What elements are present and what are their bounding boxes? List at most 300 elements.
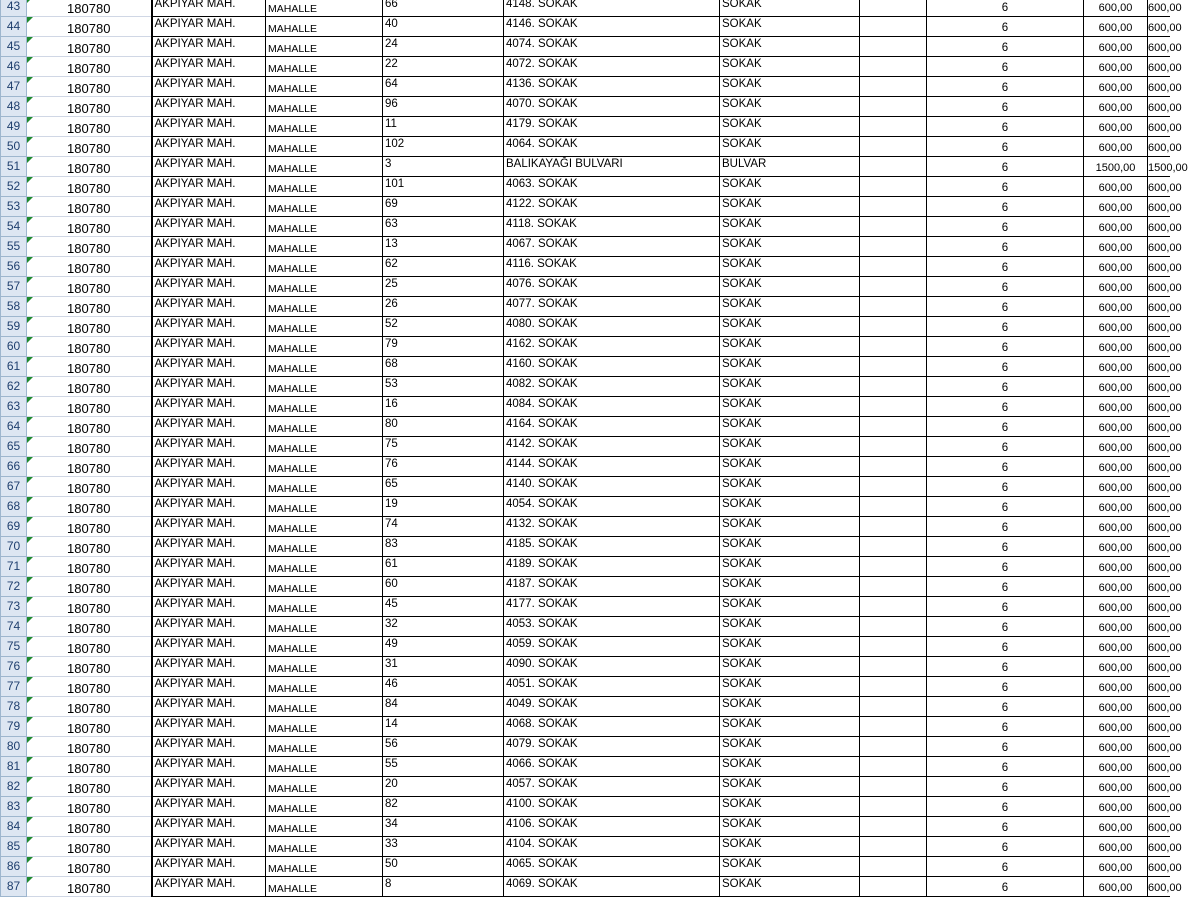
cell-code[interactable] bbox=[27, 737, 152, 757]
cell-value2[interactable]: 600,00 bbox=[1148, 417, 1170, 437]
cell-type[interactable]: MAHALLE bbox=[266, 477, 383, 497]
cell-no[interactable]: 24 bbox=[383, 37, 504, 57]
cell-code[interactable] bbox=[27, 297, 152, 317]
cell-count[interactable]: 6 bbox=[927, 457, 1084, 477]
cell-mahalle-name[interactable]: AKPIYAR MAH. bbox=[152, 737, 266, 757]
cell-extra[interactable] bbox=[860, 577, 927, 597]
cell-mahalle-name[interactable]: AKPIYAR MAH. bbox=[152, 357, 266, 377]
cell-street[interactable]: 4053. SOKAK bbox=[504, 617, 720, 637]
cell-type[interactable]: MAHALLE bbox=[266, 117, 383, 137]
cell-value1[interactable]: 600,00 bbox=[1084, 657, 1148, 677]
cell-mahalle-name[interactable]: AKPIYAR MAH. bbox=[152, 317, 266, 337]
cell-no[interactable]: 102 bbox=[383, 137, 504, 157]
cell-value1[interactable]: 600,00 bbox=[1084, 337, 1148, 357]
row-header[interactable]: 69 bbox=[1, 517, 27, 537]
cell-street-type[interactable]: SOKAK bbox=[720, 857, 860, 877]
cell-count[interactable]: 6 bbox=[927, 677, 1084, 697]
cell-street[interactable]: 4118. SOKAK bbox=[504, 217, 720, 237]
cell-extra[interactable] bbox=[860, 757, 927, 777]
cell-extra[interactable] bbox=[860, 397, 927, 417]
cell-value2[interactable]: 600,00 bbox=[1148, 77, 1170, 97]
cell-value1[interactable]: 600,00 bbox=[1084, 277, 1148, 297]
cell-mahalle-name[interactable]: AKPIYAR MAH. bbox=[152, 877, 266, 897]
cell-extra[interactable] bbox=[860, 57, 927, 77]
cell-no[interactable]: 61 bbox=[383, 557, 504, 577]
row-header[interactable]: 71 bbox=[1, 557, 27, 577]
cell-street[interactable]: 4054. SOKAK bbox=[504, 497, 720, 517]
cell-mahalle-name[interactable]: AKPIYAR MAH. bbox=[152, 617, 266, 637]
cell-count[interactable]: 6 bbox=[927, 697, 1084, 717]
cell-count[interactable]: 6 bbox=[927, 17, 1084, 37]
cell-code[interactable] bbox=[27, 97, 152, 117]
cell-type[interactable]: MAHALLE bbox=[266, 0, 383, 17]
cell-street-type[interactable]: SOKAK bbox=[720, 0, 860, 17]
cell-type[interactable]: MAHALLE bbox=[266, 217, 383, 237]
cell-value1[interactable]: 600,00 bbox=[1084, 737, 1148, 757]
cell-street-type[interactable]: SOKAK bbox=[720, 797, 860, 817]
cell-street[interactable]: 4162. SOKAK bbox=[504, 337, 720, 357]
row-header[interactable]: 75 bbox=[1, 637, 27, 657]
cell-no[interactable]: 49 bbox=[383, 637, 504, 657]
cell-no[interactable]: 32 bbox=[383, 617, 504, 637]
cell-no[interactable]: 16 bbox=[383, 397, 504, 417]
row-header[interactable]: 46 bbox=[1, 57, 27, 77]
cell-value1[interactable]: 600,00 bbox=[1084, 637, 1148, 657]
cell-value1[interactable]: 600,00 bbox=[1084, 437, 1148, 457]
row-header[interactable]: 58 bbox=[1, 297, 27, 317]
cell-code[interactable] bbox=[27, 837, 152, 857]
cell-code[interactable] bbox=[27, 637, 152, 657]
cell-extra[interactable] bbox=[860, 837, 927, 857]
cell-street[interactable]: 4069. SOKAK bbox=[504, 877, 720, 897]
cell-count[interactable]: 6 bbox=[927, 417, 1084, 437]
cell-street[interactable]: 4148. SOKAK bbox=[504, 0, 720, 17]
cell-mahalle-name[interactable]: AKPIYAR MAH. bbox=[152, 157, 266, 177]
cell-code[interactable] bbox=[27, 457, 152, 477]
cell-extra[interactable] bbox=[860, 637, 927, 657]
row-header[interactable]: 49 bbox=[1, 117, 27, 137]
cell-value1[interactable]: 600,00 bbox=[1084, 597, 1148, 617]
cell-no[interactable]: 74 bbox=[383, 517, 504, 537]
cell-street-type[interactable]: SOKAK bbox=[720, 357, 860, 377]
cell-extra[interactable] bbox=[860, 537, 927, 557]
cell-value1[interactable]: 600,00 bbox=[1084, 497, 1148, 517]
cell-value1[interactable]: 600,00 bbox=[1084, 357, 1148, 377]
cell-extra[interactable] bbox=[860, 237, 927, 257]
cell-type[interactable]: MAHALLE bbox=[266, 17, 383, 37]
cell-no[interactable]: 20 bbox=[383, 777, 504, 797]
cell-extra[interactable] bbox=[860, 257, 927, 277]
cell-count[interactable]: 6 bbox=[927, 377, 1084, 397]
cell-no[interactable]: 83 bbox=[383, 537, 504, 557]
cell-code[interactable] bbox=[27, 817, 152, 837]
cell-no[interactable]: 8 bbox=[383, 877, 504, 897]
cell-mahalle-name[interactable]: AKPIYAR MAH. bbox=[152, 537, 266, 557]
cell-street-type[interactable]: SOKAK bbox=[720, 597, 860, 617]
cell-count[interactable]: 6 bbox=[927, 77, 1084, 97]
row-header[interactable]: 82 bbox=[1, 777, 27, 797]
cell-value2[interactable]: 600,00 bbox=[1148, 317, 1170, 337]
cell-value2[interactable]: 600,00 bbox=[1148, 37, 1170, 57]
cell-type[interactable]: MAHALLE bbox=[266, 337, 383, 357]
cell-code[interactable] bbox=[27, 617, 152, 637]
cell-type[interactable]: MAHALLE bbox=[266, 457, 383, 477]
cell-code[interactable] bbox=[27, 757, 152, 777]
cell-count[interactable]: 6 bbox=[927, 97, 1084, 117]
cell-code[interactable] bbox=[27, 257, 152, 277]
row-header[interactable]: 65 bbox=[1, 437, 27, 457]
cell-mahalle-name[interactable]: AKPIYAR MAH. bbox=[152, 57, 266, 77]
cell-type[interactable]: MAHALLE bbox=[266, 237, 383, 257]
cell-mahalle-name[interactable]: AKPIYAR MAH. bbox=[152, 37, 266, 57]
row-header[interactable]: 54 bbox=[1, 217, 27, 237]
cell-mahalle-name[interactable]: AKPIYAR MAH. bbox=[152, 377, 266, 397]
cell-extra[interactable] bbox=[860, 417, 927, 437]
cell-street-type[interactable]: SOKAK bbox=[720, 217, 860, 237]
cell-code[interactable] bbox=[27, 377, 152, 397]
cell-mahalle-name[interactable]: AKPIYAR MAH. bbox=[152, 137, 266, 157]
cell-count[interactable]: 6 bbox=[927, 577, 1084, 597]
cell-street[interactable]: 4077. SOKAK bbox=[504, 297, 720, 317]
cell-extra[interactable] bbox=[860, 437, 927, 457]
cell-mahalle-name[interactable]: AKPIYAR MAH. bbox=[152, 197, 266, 217]
cell-street[interactable]: 4146. SOKAK bbox=[504, 17, 720, 37]
cell-no[interactable]: 40 bbox=[383, 17, 504, 37]
cell-mahalle-name[interactable]: AKPIYAR MAH. bbox=[152, 857, 266, 877]
cell-mahalle-name[interactable]: AKPIYAR MAH. bbox=[152, 717, 266, 737]
cell-code[interactable] bbox=[27, 437, 152, 457]
cell-count[interactable]: 6 bbox=[927, 877, 1084, 897]
cell-code[interactable] bbox=[27, 577, 152, 597]
cell-no[interactable]: 82 bbox=[383, 797, 504, 817]
cell-no[interactable]: 25 bbox=[383, 277, 504, 297]
cell-value1[interactable]: 600,00 bbox=[1084, 97, 1148, 117]
cell-extra[interactable] bbox=[860, 597, 927, 617]
cell-street-type[interactable]: SOKAK bbox=[720, 557, 860, 577]
row-header[interactable]: 44 bbox=[1, 17, 27, 37]
cell-street-type[interactable]: SOKAK bbox=[720, 137, 860, 157]
cell-value2[interactable]: 600,00 bbox=[1148, 357, 1170, 377]
cell-value2[interactable]: 600,00 bbox=[1148, 557, 1170, 577]
cell-no[interactable]: 53 bbox=[383, 377, 504, 397]
cell-mahalle-name[interactable]: AKPIYAR MAH. bbox=[152, 397, 266, 417]
cell-count[interactable]: 6 bbox=[927, 57, 1084, 77]
cell-street[interactable]: 4074. SOKAK bbox=[504, 37, 720, 57]
cell-street[interactable]: 4132. SOKAK bbox=[504, 517, 720, 537]
row-header[interactable]: 74 bbox=[1, 617, 27, 637]
cell-type[interactable]: MAHALLE bbox=[266, 37, 383, 57]
row-header[interactable]: 79 bbox=[1, 717, 27, 737]
cell-count[interactable]: 6 bbox=[927, 437, 1084, 457]
cell-no[interactable]: 19 bbox=[383, 497, 504, 517]
cell-street-type[interactable]: SOKAK bbox=[720, 117, 860, 137]
cell-value1[interactable]: 600,00 bbox=[1084, 297, 1148, 317]
cell-extra[interactable] bbox=[860, 0, 927, 17]
cell-type[interactable]: MAHALLE bbox=[266, 677, 383, 697]
cell-street[interactable]: 4057. SOKAK bbox=[504, 777, 720, 797]
cell-count[interactable]: 6 bbox=[927, 157, 1084, 177]
row-header[interactable]: 63 bbox=[1, 397, 27, 417]
cell-code[interactable] bbox=[27, 157, 152, 177]
cell-code[interactable] bbox=[27, 217, 152, 237]
cell-mahalle-name[interactable]: AKPIYAR MAH. bbox=[152, 257, 266, 277]
cell-value1[interactable]: 600,00 bbox=[1084, 477, 1148, 497]
cell-count[interactable]: 6 bbox=[927, 837, 1084, 857]
cell-street[interactable]: 4070. SOKAK bbox=[504, 97, 720, 117]
row-header[interactable]: 61 bbox=[1, 357, 27, 377]
cell-count[interactable]: 6 bbox=[927, 717, 1084, 737]
cell-street[interactable]: 4079. SOKAK bbox=[504, 737, 720, 757]
cell-extra[interactable] bbox=[860, 717, 927, 737]
row-header[interactable]: 48 bbox=[1, 97, 27, 117]
cell-extra[interactable] bbox=[860, 37, 927, 57]
cell-street-type[interactable]: SOKAK bbox=[720, 577, 860, 597]
cell-no[interactable]: 46 bbox=[383, 677, 504, 697]
cell-street[interactable]: 4122. SOKAK bbox=[504, 197, 720, 217]
cell-street-type[interactable]: SOKAK bbox=[720, 757, 860, 777]
cell-street-type[interactable]: SOKAK bbox=[720, 297, 860, 317]
cell-type[interactable]: MAHALLE bbox=[266, 877, 383, 897]
cell-type[interactable]: MAHALLE bbox=[266, 657, 383, 677]
row-header[interactable]: 84 bbox=[1, 817, 27, 837]
row-header[interactable]: 57 bbox=[1, 277, 27, 297]
cell-street[interactable]: 4144. SOKAK bbox=[504, 457, 720, 477]
cell-count[interactable]: 6 bbox=[927, 397, 1084, 417]
cell-count[interactable]: 6 bbox=[927, 617, 1084, 637]
cell-street[interactable]: 4090. SOKAK bbox=[504, 657, 720, 677]
cell-code[interactable] bbox=[27, 677, 152, 697]
cell-street-type[interactable]: SOKAK bbox=[720, 277, 860, 297]
cell-street-type[interactable]: SOKAK bbox=[720, 457, 860, 477]
cell-extra[interactable] bbox=[860, 697, 927, 717]
cell-mahalle-name[interactable]: AKPIYAR MAH. bbox=[152, 477, 266, 497]
cell-code[interactable] bbox=[27, 797, 152, 817]
cell-value2[interactable]: 600,00 bbox=[1148, 797, 1170, 817]
cell-street[interactable]: 4063. SOKAK bbox=[504, 177, 720, 197]
cell-count[interactable]: 6 bbox=[927, 557, 1084, 577]
cell-no[interactable]: 62 bbox=[383, 257, 504, 277]
cell-type[interactable]: MAHALLE bbox=[266, 317, 383, 337]
cell-extra[interactable] bbox=[860, 337, 927, 357]
cell-extra[interactable] bbox=[860, 517, 927, 537]
cell-street-type[interactable]: SOKAK bbox=[720, 417, 860, 437]
cell-value1[interactable]: 600,00 bbox=[1084, 397, 1148, 417]
cell-no[interactable]: 84 bbox=[383, 697, 504, 717]
cell-value2[interactable]: 600,00 bbox=[1148, 777, 1170, 797]
cell-mahalle-name[interactable]: AKPIYAR MAH. bbox=[152, 837, 266, 857]
cell-type[interactable]: MAHALLE bbox=[266, 77, 383, 97]
cell-count[interactable]: 6 bbox=[927, 257, 1084, 277]
cell-mahalle-name[interactable]: AKPIYAR MAH. bbox=[152, 697, 266, 717]
cell-extra[interactable] bbox=[860, 157, 927, 177]
cell-code[interactable] bbox=[27, 717, 152, 737]
cell-type[interactable]: MAHALLE bbox=[266, 637, 383, 657]
cell-code[interactable] bbox=[27, 697, 152, 717]
row-header[interactable]: 60 bbox=[1, 337, 27, 357]
cell-no[interactable]: 96 bbox=[383, 97, 504, 117]
row-header[interactable]: 87 bbox=[1, 877, 27, 897]
cell-value1[interactable]: 600,00 bbox=[1084, 17, 1148, 37]
cell-street[interactable]: 4106. SOKAK bbox=[504, 817, 720, 837]
row-header[interactable]: 47 bbox=[1, 77, 27, 97]
cell-code[interactable] bbox=[27, 197, 152, 217]
cell-street[interactable]: 4076. SOKAK bbox=[504, 277, 720, 297]
cell-type[interactable]: MAHALLE bbox=[266, 757, 383, 777]
cell-type[interactable]: MAHALLE bbox=[266, 577, 383, 597]
cell-value1[interactable]: 600,00 bbox=[1084, 717, 1148, 737]
cell-street[interactable]: 4059. SOKAK bbox=[504, 637, 720, 657]
row-header[interactable]: 50 bbox=[1, 137, 27, 157]
cell-street-type[interactable]: BULVAR bbox=[720, 157, 860, 177]
cell-no[interactable]: 45 bbox=[383, 597, 504, 617]
cell-no[interactable]: 11 bbox=[383, 117, 504, 137]
cell-code[interactable] bbox=[27, 337, 152, 357]
cell-mahalle-name[interactable]: AKPIYAR MAH. bbox=[152, 657, 266, 677]
cell-value2[interactable]: 600,00 bbox=[1148, 577, 1170, 597]
cell-type[interactable]: MAHALLE bbox=[266, 857, 383, 877]
cell-street[interactable]: 4082. SOKAK bbox=[504, 377, 720, 397]
cell-extra[interactable] bbox=[860, 777, 927, 797]
cell-mahalle-name[interactable]: AKPIYAR MAH. bbox=[152, 177, 266, 197]
cell-no[interactable]: 52 bbox=[383, 317, 504, 337]
cell-street-type[interactable]: SOKAK bbox=[720, 317, 860, 337]
cell-type[interactable]: MAHALLE bbox=[266, 797, 383, 817]
cell-type[interactable]: MAHALLE bbox=[266, 437, 383, 457]
cell-count[interactable]: 6 bbox=[927, 117, 1084, 137]
row-header[interactable]: 73 bbox=[1, 597, 27, 617]
cell-mahalle-name[interactable]: AKPIYAR MAH. bbox=[152, 757, 266, 777]
cell-extra[interactable] bbox=[860, 297, 927, 317]
cell-type[interactable]: MAHALLE bbox=[266, 837, 383, 857]
cell-type[interactable]: MAHALLE bbox=[266, 497, 383, 517]
cell-value1[interactable]: 600,00 bbox=[1084, 197, 1148, 217]
row-header[interactable]: 72 bbox=[1, 577, 27, 597]
cell-code[interactable] bbox=[27, 557, 152, 577]
cell-street[interactable]: 4080. SOKAK bbox=[504, 317, 720, 337]
cell-extra[interactable] bbox=[860, 677, 927, 697]
cell-no[interactable]: 33 bbox=[383, 837, 504, 857]
cell-extra[interactable] bbox=[860, 657, 927, 677]
cell-value2[interactable]: 600,00 bbox=[1148, 0, 1170, 17]
cell-street[interactable]: 4067. SOKAK bbox=[504, 237, 720, 257]
cell-street-type[interactable]: SOKAK bbox=[720, 397, 860, 417]
cell-street[interactable]: 4189. SOKAK bbox=[504, 557, 720, 577]
cell-value1[interactable]: 600,00 bbox=[1084, 617, 1148, 637]
cell-code[interactable] bbox=[27, 417, 152, 437]
cell-count[interactable]: 6 bbox=[927, 517, 1084, 537]
cell-code[interactable] bbox=[27, 537, 152, 557]
cell-code[interactable] bbox=[27, 117, 152, 137]
cell-code[interactable] bbox=[27, 177, 152, 197]
cell-type[interactable]: MAHALLE bbox=[266, 177, 383, 197]
row-header[interactable]: 85 bbox=[1, 837, 27, 857]
cell-value2[interactable]: 600,00 bbox=[1148, 237, 1170, 257]
cell-street[interactable]: 4140. SOKAK bbox=[504, 477, 720, 497]
cell-mahalle-name[interactable]: AKPIYAR MAH. bbox=[152, 637, 266, 657]
cell-count[interactable]: 6 bbox=[927, 37, 1084, 57]
row-header[interactable]: 53 bbox=[1, 197, 27, 217]
cell-count[interactable]: 6 bbox=[927, 857, 1084, 877]
cell-type[interactable]: MAHALLE bbox=[266, 697, 383, 717]
row-header[interactable]: 56 bbox=[1, 257, 27, 277]
cell-mahalle-name[interactable]: AKPIYAR MAH. bbox=[152, 437, 266, 457]
cell-type[interactable]: MAHALLE bbox=[266, 357, 383, 377]
cell-no[interactable]: 22 bbox=[383, 57, 504, 77]
cell-street[interactable]: 4051. SOKAK bbox=[504, 677, 720, 697]
cell-extra[interactable] bbox=[860, 877, 927, 897]
cell-type[interactable]: MAHALLE bbox=[266, 397, 383, 417]
cell-street-type[interactable]: SOKAK bbox=[720, 617, 860, 637]
cell-value1[interactable]: 600,00 bbox=[1084, 797, 1148, 817]
cell-street-type[interactable]: SOKAK bbox=[720, 377, 860, 397]
cell-mahalle-name[interactable]: AKPIYAR MAH. bbox=[152, 237, 266, 257]
cell-count[interactable]: 6 bbox=[927, 237, 1084, 257]
row-header[interactable]: 52 bbox=[1, 177, 27, 197]
cell-no[interactable]: 63 bbox=[383, 217, 504, 237]
cell-street-type[interactable]: SOKAK bbox=[720, 57, 860, 77]
cell-value1[interactable]: 600,00 bbox=[1084, 837, 1148, 857]
cell-count[interactable]: 6 bbox=[927, 777, 1084, 797]
cell-extra[interactable] bbox=[860, 317, 927, 337]
cell-extra[interactable] bbox=[860, 817, 927, 837]
cell-street-type[interactable]: SOKAK bbox=[720, 177, 860, 197]
cell-count[interactable]: 6 bbox=[927, 137, 1084, 157]
cell-value2[interactable]: 600,00 bbox=[1148, 517, 1170, 537]
cell-extra[interactable] bbox=[860, 497, 927, 517]
row-header[interactable]: 59 bbox=[1, 317, 27, 337]
cell-mahalle-name[interactable]: AKPIYAR MAH. bbox=[152, 597, 266, 617]
cell-extra[interactable] bbox=[860, 797, 927, 817]
cell-street-type[interactable]: SOKAK bbox=[720, 817, 860, 837]
cell-street[interactable]: 4066. SOKAK bbox=[504, 757, 720, 777]
cell-type[interactable]: MAHALLE bbox=[266, 557, 383, 577]
cell-mahalle-name[interactable]: AKPIYAR MAH. bbox=[152, 497, 266, 517]
cell-street[interactable]: 4064. SOKAK bbox=[504, 137, 720, 157]
cell-code[interactable] bbox=[27, 857, 152, 877]
cell-value2[interactable]: 600,00 bbox=[1148, 757, 1170, 777]
cell-street-type[interactable]: SOKAK bbox=[720, 697, 860, 717]
cell-type[interactable]: MAHALLE bbox=[266, 537, 383, 557]
cell-count[interactable]: 6 bbox=[927, 637, 1084, 657]
cell-street-type[interactable]: SOKAK bbox=[720, 677, 860, 697]
cell-mahalle-name[interactable]: AKPIYAR MAH. bbox=[152, 417, 266, 437]
cell-value1[interactable]: 600,00 bbox=[1084, 577, 1148, 597]
cell-value2[interactable]: 600,00 bbox=[1148, 117, 1170, 137]
cell-no[interactable]: 60 bbox=[383, 577, 504, 597]
cell-street[interactable]: 4065. SOKAK bbox=[504, 857, 720, 877]
cell-code[interactable] bbox=[27, 357, 152, 377]
cell-type[interactable]: MAHALLE bbox=[266, 157, 383, 177]
cell-type[interactable]: MAHALLE bbox=[266, 817, 383, 837]
cell-no[interactable]: 56 bbox=[383, 737, 504, 757]
cell-value2[interactable]: 1500,00 bbox=[1148, 157, 1170, 177]
cell-value1[interactable]: 600,00 bbox=[1084, 697, 1148, 717]
cell-value2[interactable]: 600,00 bbox=[1148, 717, 1170, 737]
cell-count[interactable]: 6 bbox=[927, 297, 1084, 317]
cell-count[interactable]: 6 bbox=[927, 477, 1084, 497]
cell-type[interactable]: MAHALLE bbox=[266, 517, 383, 537]
cell-value1[interactable]: 600,00 bbox=[1084, 517, 1148, 537]
cell-mahalle-name[interactable]: AKPIYAR MAH. bbox=[152, 0, 266, 17]
cell-count[interactable]: 6 bbox=[927, 757, 1084, 777]
cell-code[interactable] bbox=[27, 477, 152, 497]
cell-street[interactable]: 4185. SOKAK bbox=[504, 537, 720, 557]
row-header[interactable]: 62 bbox=[1, 377, 27, 397]
cell-value1[interactable]: 600,00 bbox=[1084, 117, 1148, 137]
cell-count[interactable]: 6 bbox=[927, 217, 1084, 237]
cell-street-type[interactable]: SOKAK bbox=[720, 337, 860, 357]
cell-mahalle-name[interactable]: AKPIYAR MAH. bbox=[152, 97, 266, 117]
